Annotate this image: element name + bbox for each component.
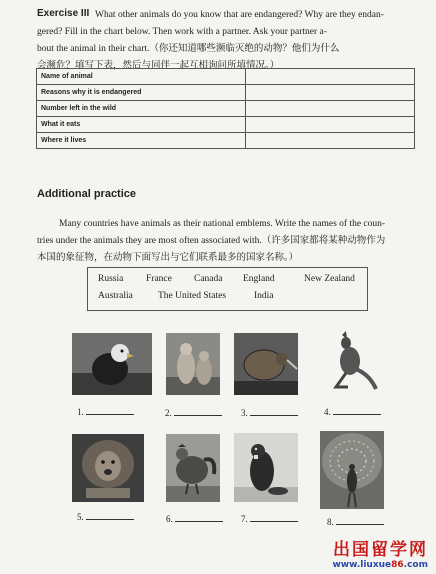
country-word: India (254, 291, 274, 301)
exercise-label: Exercise III (37, 8, 90, 19)
country-word: Russia (98, 274, 124, 284)
answer-number: 1. (77, 407, 84, 417)
answer-blank[interactable] (165, 407, 222, 418)
country-word: England (243, 274, 275, 284)
answer-blank[interactable] (327, 516, 384, 527)
answer-blank[interactable] (241, 407, 298, 418)
chart-row (37, 101, 415, 117)
rooster-photo (166, 434, 220, 502)
watermark-url-number: 86 (391, 560, 404, 570)
country-word: Australia (98, 291, 133, 301)
country-word: New Zealand (304, 274, 355, 284)
chart-row (37, 133, 415, 149)
country-word: The United States (158, 291, 227, 301)
additional-instructions (37, 216, 422, 267)
answer-number: 5. (77, 512, 84, 522)
chart-row (37, 117, 415, 133)
peacock-photo (320, 431, 384, 509)
chart-answer-cell[interactable] (246, 101, 415, 117)
exercise-line: What other animals do you know that are endangered? Why are they endan- (95, 10, 384, 20)
answer-number: 7. (241, 514, 248, 524)
answer-blank[interactable] (77, 511, 134, 522)
chart-answer-cell[interactable] (246, 85, 415, 101)
exercise-line: bout the animal in their chart.（你还知道哪些濒临灭绝的动物？他们为什么 (37, 44, 340, 54)
answer-number: 2. (165, 408, 172, 418)
additional-line: 本国的象征物，在动物下面写出与它们联系最多的国家名称。） (37, 253, 299, 263)
site-watermark (332, 535, 428, 570)
exercise-line: 会濒危？填写下表，然后与同伴一起互相询问所填情况。） (37, 61, 280, 71)
chart-row-label: Name of animal (37, 69, 246, 85)
answer-number: 3. (241, 408, 248, 418)
answer-blank[interactable] (166, 513, 223, 524)
watermark-url (332, 560, 428, 570)
chart-answer-cell[interactable] (246, 133, 415, 149)
answer-number: 4. (324, 407, 331, 417)
watermark-title: 出国留学网 (333, 540, 428, 560)
kiwi-photo (234, 333, 298, 395)
chart-row-label: What it eats (37, 117, 246, 133)
additional-line: tries under the animals they are most often associated with.（许多国家都将某种动物作为 (37, 236, 386, 246)
eagle-photo (72, 333, 152, 395)
answer-blank[interactable] (241, 513, 298, 524)
chart-row (37, 85, 415, 101)
answer-blank[interactable] (77, 406, 134, 417)
endangered-animal-chart (36, 68, 415, 149)
lion-photo (72, 434, 144, 502)
additional-line: Many countries have animals as their national emblems. Write the names of the coun- (59, 219, 386, 229)
country-word-box (87, 267, 368, 311)
exercise-line: gered? Fill in the chart below. Then work with a partner. Ask your partner a- (37, 27, 327, 37)
chart-row-label: Reasons why it is endangered (37, 85, 246, 101)
watermark-url-prefix: www.liuxue (332, 560, 392, 570)
section-heading: Additional practice (37, 188, 137, 200)
watermark-url-suffix: .com (403, 560, 428, 570)
answer-number: 8. (327, 517, 334, 527)
chart-row-label: Where it lives (37, 133, 246, 149)
kangaroo-photo (322, 329, 378, 391)
chart-answer-cell[interactable] (246, 69, 415, 85)
chart-row-label: Number left in the wild (37, 101, 246, 117)
country-word: France (146, 274, 172, 284)
answer-number: 6. (166, 514, 173, 524)
answer-blank[interactable] (324, 406, 381, 417)
beaver-photo (234, 433, 298, 502)
country-word: Canada (194, 274, 223, 284)
chart-answer-cell[interactable] (246, 117, 415, 133)
chart-row (37, 69, 415, 85)
prairie-dog-photo (166, 333, 220, 395)
